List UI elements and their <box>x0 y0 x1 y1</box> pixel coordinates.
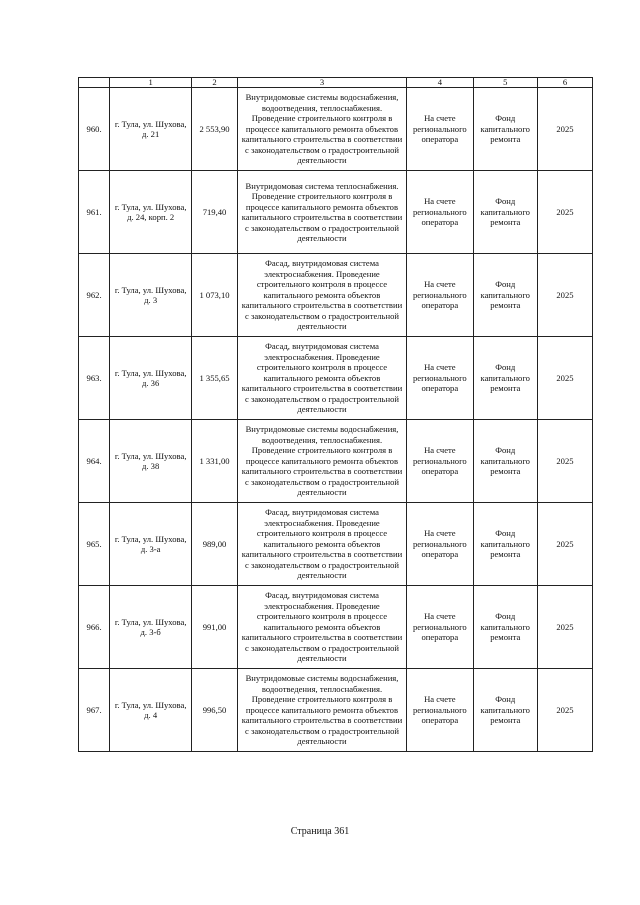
table-row <box>79 88 593 171</box>
account-cell: На счете регионального оператора <box>407 254 473 337</box>
row-number: 962. <box>79 254 110 337</box>
work-description-cell: Внутридомовая система теплоснабжения. Проведение строительного контроля в процессе капитального ремонта объектов капитального строительства в соответствии с законодательством о градостроительной деятельности <box>237 171 406 254</box>
area-cell: 1 355,65 <box>192 337 238 420</box>
row-number: 963. <box>79 337 110 420</box>
address-cell: г. Тула, ул. Шухова, д. 3 <box>110 254 192 337</box>
year-cell: 2025 <box>537 586 592 669</box>
table-row <box>79 586 593 669</box>
address-cell: г. Тула, ул. Шухова, д. 3-а <box>110 503 192 586</box>
address-cell: г. Тула, ул. Шухова, д. 36 <box>110 337 192 420</box>
work-description-cell: Фасад, внутридомовая система электроснабжения. Проведение строительного контроля в процессе капитального ремонта объектов капитального строительства в соответствии с законодательством о градостроительной деятельности <box>237 586 406 669</box>
area-cell: 719,40 <box>192 171 238 254</box>
work-description-cell: Внутридомовые системы водоснабжения, водоотведения, теплоснабжения. Проведение строительного контроля в процессе капитального ремонта объектов капитального строительства в соответствии с законодательством о градостроительной деятельности <box>237 420 406 503</box>
address-cell: г. Тула, ул. Шухова, д. 4 <box>110 669 192 752</box>
table-row <box>79 254 593 337</box>
area-cell: 989,00 <box>192 503 238 586</box>
account-cell: На счете регионального оператора <box>407 337 473 420</box>
capital-repair-table <box>78 77 593 752</box>
table-row <box>79 420 593 503</box>
fund-cell: Фонд капитального ремонта <box>473 254 537 337</box>
fund-cell: Фонд капитального ремонта <box>473 88 537 171</box>
year-cell: 2025 <box>537 503 592 586</box>
account-cell: На счете регионального оператора <box>407 669 473 752</box>
work-description-cell: Внутридомовые системы водоснабжения, водоотведения, теплоснабжения. Проведение строительного контроля в процессе капитального ремонта объектов капитального строительства в соответствии с законодательством о градостроительной деятельности <box>237 88 406 171</box>
account-cell: На счете регионального оператора <box>407 503 473 586</box>
row-number: 964. <box>79 420 110 503</box>
fund-cell: Фонд капитального ремонта <box>473 171 537 254</box>
area-cell: 1 073,10 <box>192 254 238 337</box>
area-cell: 2 553,90 <box>192 88 238 171</box>
year-cell: 2025 <box>537 669 592 752</box>
work-description-cell: Фасад, внутридомовая система электроснабжения. Проведение строительного контроля в процессе капитального ремонта объектов капитального строительства в соответствии с законодательством о градостроительной деятельности <box>237 503 406 586</box>
account-cell: На счете регионального оператора <box>407 586 473 669</box>
area-cell: 991,00 <box>192 586 238 669</box>
fund-cell: Фонд капитального ремонта <box>473 669 537 752</box>
account-cell: На счете регионального оператора <box>407 420 473 503</box>
row-number: 967. <box>79 669 110 752</box>
account-cell: На счете регионального оператора <box>407 171 473 254</box>
work-description-cell: Фасад, внутридомовая система электроснабжения. Проведение строительного контроля в процессе капитального ремонта объектов капитального строительства в соответствии с законодательством о градостроительной деятельности <box>237 254 406 337</box>
row-number: 961. <box>79 171 110 254</box>
table-row <box>79 337 593 420</box>
header-cell <box>79 78 110 88</box>
year-cell: 2025 <box>537 254 592 337</box>
fund-cell: Фонд капитального ремонта <box>473 420 537 503</box>
address-cell: г. Тула, ул. Шухова, д. 38 <box>110 420 192 503</box>
header-cell: 1 <box>110 78 192 88</box>
address-cell: г. Тула, ул. Шухова, д. 3-б <box>110 586 192 669</box>
header-cell: 2 <box>192 78 238 88</box>
year-cell: 2025 <box>537 171 592 254</box>
fund-cell: Фонд капитального ремонта <box>473 337 537 420</box>
fund-cell: Фонд капитального ремонта <box>473 503 537 586</box>
header-cell: 3 <box>237 78 406 88</box>
table-row <box>79 171 593 254</box>
header-row <box>79 78 593 88</box>
year-cell: 2025 <box>537 337 592 420</box>
address-cell: г. Тула, ул. Шухова, д. 21 <box>110 88 192 171</box>
fund-cell: Фонд капитального ремонта <box>473 586 537 669</box>
row-number: 966. <box>79 586 110 669</box>
year-cell: 2025 <box>537 420 592 503</box>
header-cell: 4 <box>407 78 473 88</box>
header-cell: 5 <box>473 78 537 88</box>
table-row <box>79 503 593 586</box>
work-description-cell: Фасад, внутридомовая система электроснабжения. Проведение строительного контроля в процессе капитального ремонта объектов капитального строительства в соответствии с законодательством о градостроительной деятельности <box>237 337 406 420</box>
account-cell: На счете регионального оператора <box>407 88 473 171</box>
year-cell: 2025 <box>537 88 592 171</box>
row-number: 965. <box>79 503 110 586</box>
work-description-cell: Внутридомовые системы водоснабжения, водоотведения, теплоснабжения. Проведение строительного контроля в процессе капитального ремонта объектов капитального строительства в соответствии с законодательством о градостроительной деятельности <box>237 669 406 752</box>
header-cell: 6 <box>537 78 592 88</box>
area-cell: 1 331,00 <box>192 420 238 503</box>
row-number: 960. <box>79 88 110 171</box>
page-number: Страница 361 <box>290 826 350 837</box>
address-cell: г. Тула, ул. Шухова, д. 24, корп. 2 <box>110 171 192 254</box>
area-cell: 996,50 <box>192 669 238 752</box>
table-row <box>79 669 593 752</box>
